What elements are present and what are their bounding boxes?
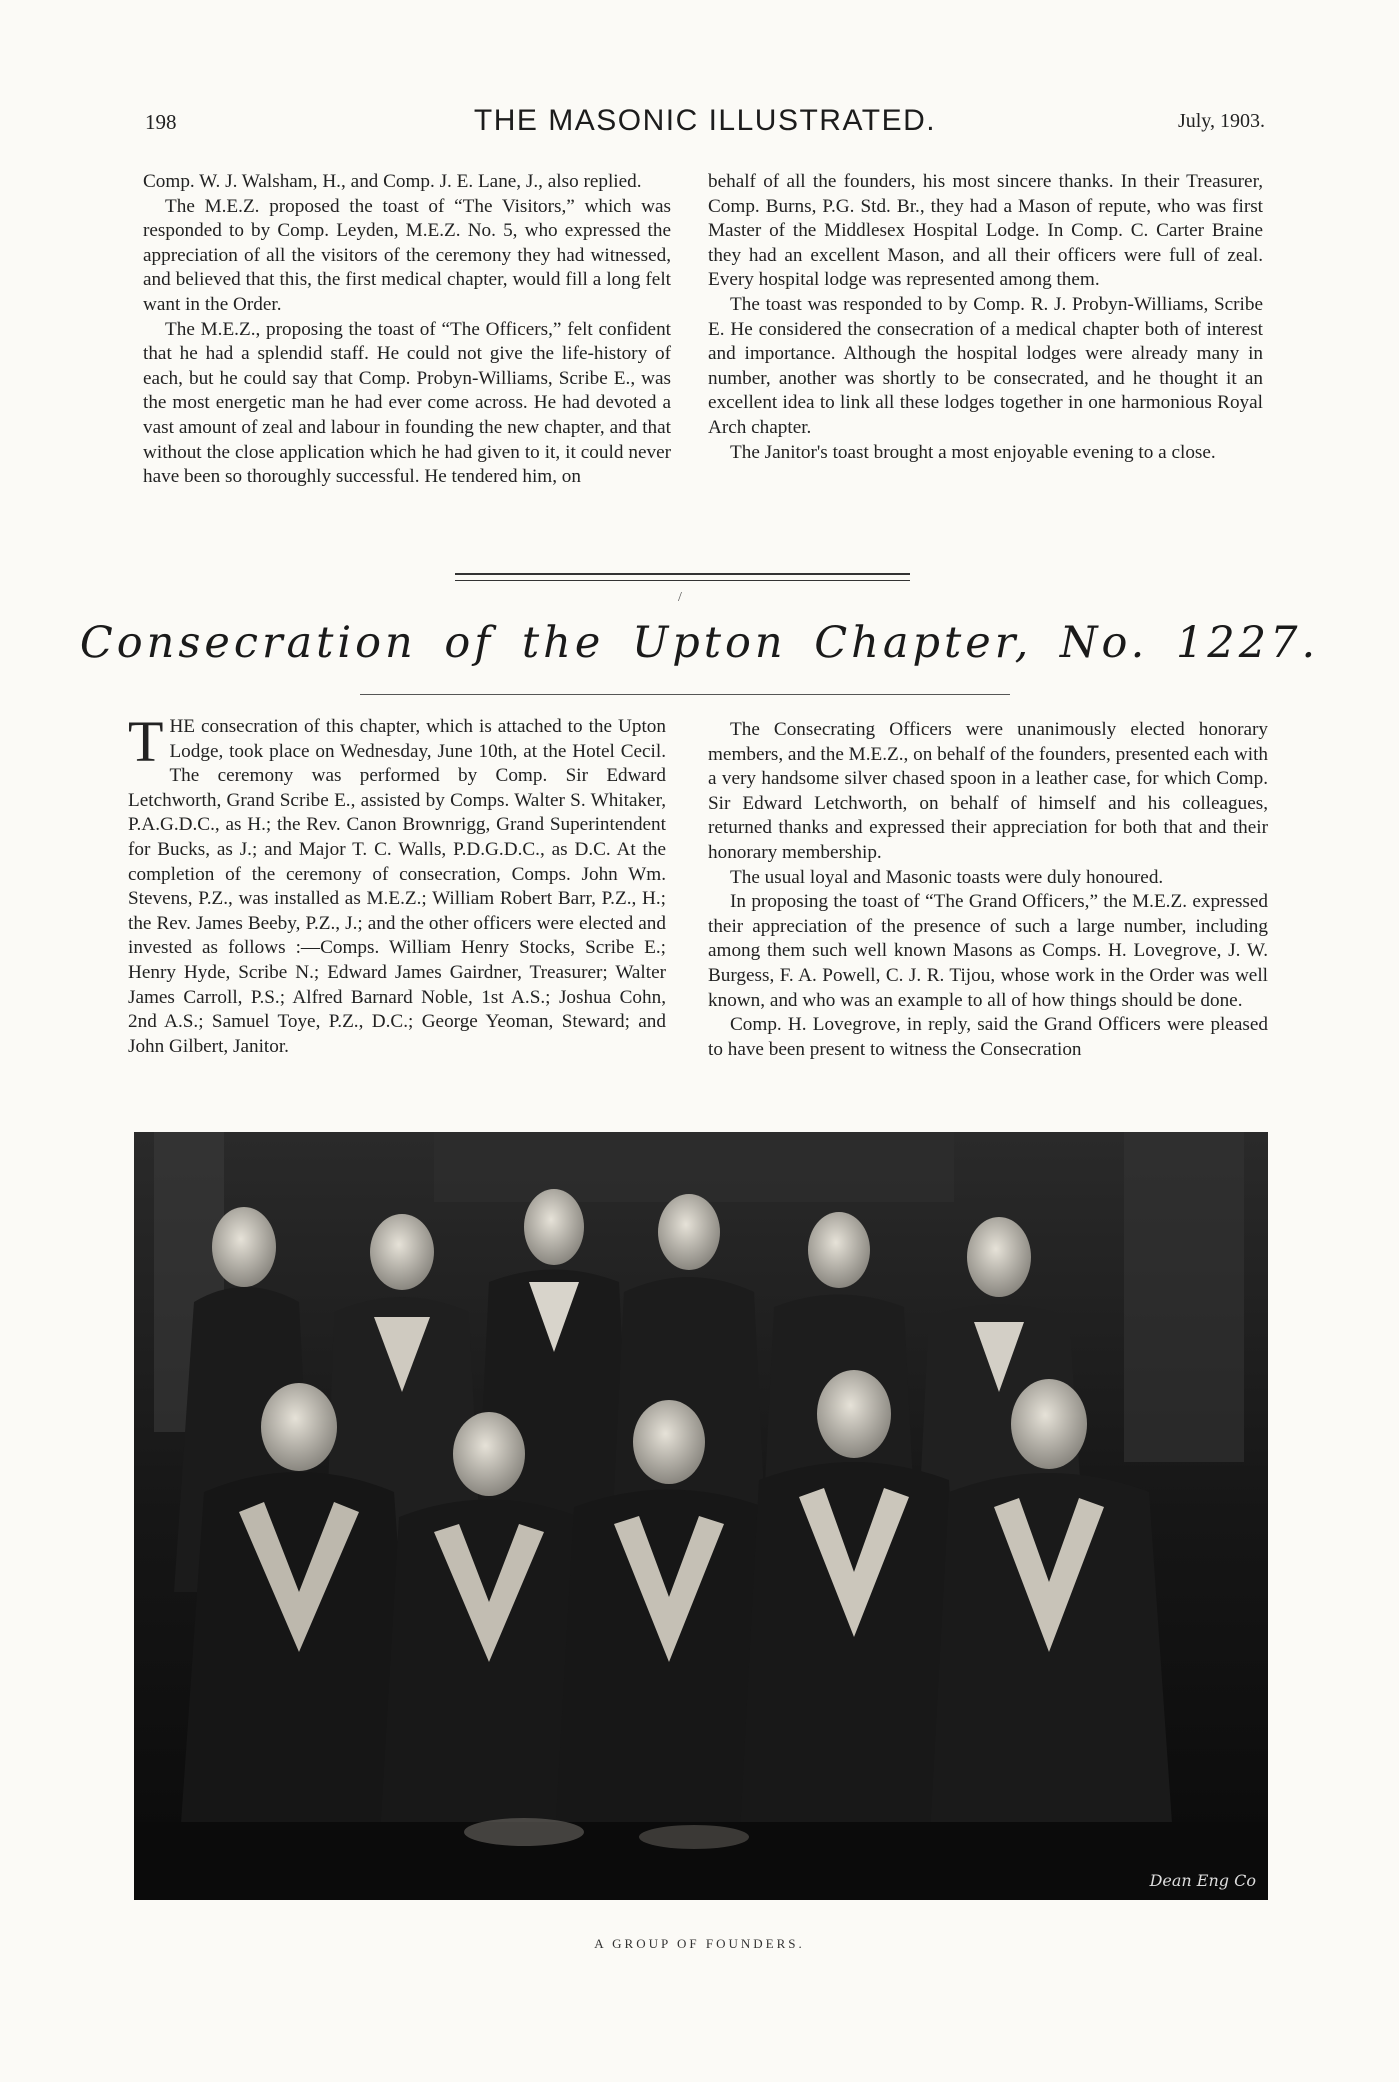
- paragraph: The Consecrating Officers were unanimously elected honorary members, and the M.E.Z., on behalf of the founders, presented each with a very handsome silver chased spoon in a leather case, for which Comp. Sir Edward Letchworth, on behalf of himself and his colleagues, returned thanks and expressed their appreciation for both that and their honorary membership.: [708, 719, 1268, 863]
- page-number: 198: [145, 110, 177, 134]
- engraver-mark: Dean Eng Co: [1149, 1871, 1256, 1890]
- continued-article-right-column: [708, 170, 1263, 465]
- paragraph: Comp. W. J. Walsham, H., and Comp. J. E. Lane, J., also replied.: [143, 171, 642, 192]
- page-header: [145, 104, 1265, 144]
- paragraph: The toast was responded to by Comp. R. J. Probyn-Williams, Scribe E. He considered the consecration of a medical chapter both of interest and importance. Although the hospital lodges were already many in number, another was shortly to be consecrated, and he thought it an excellent idea to link all these lodges together in one harmonious Royal Arch chapter.: [708, 293, 1263, 438]
- paragraph: behalf of all the founders, his most sincere thanks. In their Treasurer, Comp. Burns, P.G. Std. Br., they had a Mason of repute, who was first Master of the Middlesex Hospital Lodge. In Comp. C. Carter Braine they had an excellent Mason, and all their officers were full of zeal. Every hospital lodge was represented among them.: [708, 171, 1263, 291]
- paragraph: Comp. H. Lovegrove, in reply, said the Grand Officers were pleased to have been present to witness the Consecration: [708, 1014, 1268, 1060]
- photo-caption: A GROUP OF FOUNDERS.: [594, 1936, 805, 1951]
- divider-ornament: /: [678, 590, 682, 605]
- paragraph: The Janitor's toast brought a most enjoyable evening to a close.: [730, 441, 1216, 463]
- title-underline: [360, 694, 1010, 695]
- paragraph: [128, 709, 666, 1059]
- article-left-column: [128, 709, 666, 1059]
- masthead: THE MASONIC ILLUSTRATED.: [473, 104, 937, 137]
- paragraph-text: HE consecration of this chapter, which is attached to the Upton Lodge, took place on Wednesday, June 10th, at the Hotel Cecil. The ceremony was performed by Comp. Sir Edward Letchworth, Grand Scribe E., assisted by Comps. Walter S. Whitaker, P.A.G.D.C., as H.; the Rev. Canon Brownrigg, Grand Superintendent for Bucks, as J.; and Major T. C. Walls, P.D.G.D.C., as D.C. At the completion of the ceremony of consecration, Comps. John Wm. Stevens, P.Z., was installed as M.E.Z.; William Robert Barr, P.Z., H.; the Rev. James Beeby, P.Z., J.; and the other officers were elected and invested as follows :—Comps. William Henry Stocks, Scribe E.; Henry Hyde, Scribe N.; Edward James Gairdner, Treasurer; Walter James Carroll, P.S.; Alfred Barnard Noble, 1st A.S.; Joshua Cohn, 2nd A.S.; Samuel Toye, P.Z., D.C.; George Yeoman, Steward; and John Gilbert, Janitor.: [128, 716, 666, 1057]
- photo-illustration: [134, 1132, 1268, 1900]
- drop-cap: T: [128, 709, 164, 774]
- article-title: Consecration of the Upton Chapter, No. 1227.: [79, 618, 1320, 668]
- paragraph: In proposing the toast of “The Grand Officers,” the M.E.Z. expressed their appreciation of the presence of such a large number, including among them such well known Masons as Comps. H. Lovegrove, J. W. Burgess, F. A. Powell, C. J. R. Tijou, whose work in the Order was well known, and who was an example to all of how things should be done.: [708, 891, 1268, 1011]
- section-divider: [455, 573, 910, 581]
- paragraph: The M.E.Z. proposed the toast of “The Visitors,” which was responded to by Comp. Leyden, M.E.Z. No. 5, who expressed the appreciation of all the visitors of the ceremony they had witnessed, and believed that this, the first medical chapter, would fill a long felt want in the Order.: [143, 195, 671, 315]
- paragraph: The M.E.Z., proposing the toast of “The Officers,” felt confident that he had a splendid staff. He could not give the life-history of each, but he could say that Comp. Probyn-Williams, Scribe E., was the most energetic man he had ever come across. He had devoted a vast amount of zeal and labour in founding the new chapter, and that without the close application which he had given to it, it could never have been so thoroughly successful. He tendered him, on: [143, 318, 671, 488]
- continued-article-left-column: [143, 170, 671, 490]
- front-row: [179, 1370, 1174, 1852]
- issue-date: July, 1903.: [1177, 110, 1265, 132]
- paragraph: The usual loyal and Masonic toasts were duly honoured.: [730, 866, 1164, 888]
- group-photograph: [134, 1132, 1268, 1900]
- article-right-column: [708, 718, 1268, 1062]
